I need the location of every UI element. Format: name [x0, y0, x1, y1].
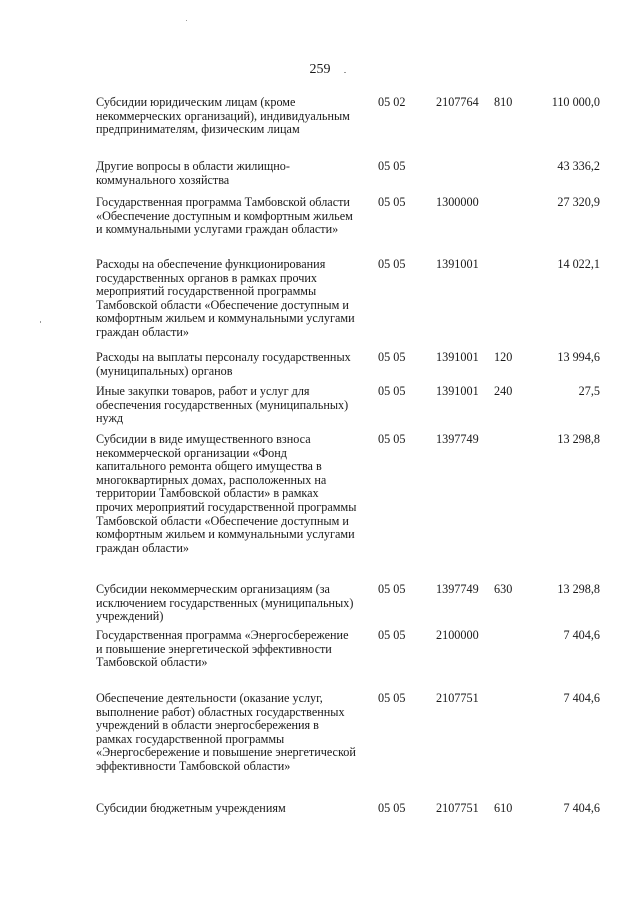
row-target: 1300000 — [436, 195, 479, 209]
row-name: Государственная программа Тамбовской области «Обеспечение доступным и комфортным жильем и коммунальными услугами граждан области» — [96, 195, 353, 237]
row-amount: 27,5 — [578, 384, 600, 398]
row-section: 05 05 — [378, 801, 406, 815]
table-row — [0, 385, 640, 433]
row-amount: 27 320,9 — [557, 195, 600, 209]
table-row — [0, 96, 640, 160]
row-amount: 43 336,2 — [557, 159, 600, 173]
row-name: Расходы на обеспечение функционирования государственных органов в рамках прочих мероприятий государственной программы Тамбовской области «Обеспечение доступным и комфортным жильем и коммунальными услугами граждан области» — [96, 257, 355, 339]
row-expense-type: 810 — [494, 95, 513, 109]
row-amount: 7 404,6 — [563, 628, 600, 642]
row-amount: 13 298,8 — [557, 432, 600, 446]
row-target: 2100000 — [436, 628, 479, 642]
row-amount: 13 298,8 — [557, 582, 600, 596]
row-section: 05 05 — [378, 384, 406, 398]
row-name: Иные закупки товаров, работ и услуг для обеспечения государственных (муниципальных) нужд — [96, 384, 349, 426]
row-target: 1397749 — [436, 582, 479, 596]
budget-table — [0, 96, 640, 822]
row-name: Другие вопросы в области жилищно-коммунального хозяйства — [96, 159, 290, 187]
table-row — [0, 258, 640, 351]
row-amount: 14 022,1 — [557, 257, 600, 271]
row-expense-type: 120 — [494, 350, 513, 364]
table-row — [0, 196, 640, 258]
row-name: Субсидии в виде имущественного взноса некоммерческой организации «Фонд капитального ремонта общего имущества в многоквартирных домах, расположенных на территории Тамбовской области» в рамках прочих мероприятий государственной программы Тамбовской области «Обеспечение доступным и комфортным жильем и коммунальными услугами граждан области» — [96, 432, 357, 555]
table-row — [0, 160, 640, 196]
row-expense-type: 240 — [494, 384, 513, 398]
table-row — [0, 802, 640, 822]
row-target: 2107751 — [436, 691, 479, 705]
row-target: 1391001 — [436, 384, 479, 398]
row-name: Расходы на выплаты персоналу государственных (муниципальных) органов — [96, 350, 351, 378]
row-name: Субсидии бюджетным учреждениям — [96, 801, 286, 815]
table-row — [0, 583, 640, 629]
row-section: 05 05 — [378, 691, 406, 705]
row-amount: 13 994,6 — [557, 350, 600, 364]
table-row — [0, 351, 640, 385]
row-expense-type: 610 — [494, 801, 513, 815]
row-amount: 110 000,0 — [551, 95, 600, 109]
row-section: 05 05 — [378, 432, 406, 446]
row-section: 05 05 — [378, 628, 406, 642]
table-row — [0, 433, 640, 583]
row-amount: 7 404,6 — [563, 691, 600, 705]
row-target: 2107751 — [436, 801, 479, 815]
row-section: 05 05 — [378, 257, 406, 271]
row-section: 05 05 — [378, 195, 406, 209]
row-name: Субсидии юридическим лицам (кроме некоммерческих организаций), индивидуальным предпринимателям, физическим лицам — [96, 95, 350, 137]
row-target: 2107764 — [436, 95, 479, 109]
row-target: 1391001 — [436, 350, 479, 364]
row-section: 05 05 — [378, 350, 406, 364]
table-row — [0, 692, 640, 802]
row-section: 05 02 — [378, 95, 406, 109]
row-section: 05 05 — [378, 159, 406, 173]
row-name: Обеспечение деятельности (оказание услуг, выполнение работ) областных государственных учреждений в области энергосбережения в рамках государственной программы «Энергосбережение и повышение энергетической эффективности Тамбовской области» — [96, 691, 356, 773]
row-target: 1391001 — [436, 257, 479, 271]
row-name: Субсидии некоммерческим организациям (за исключением государственных (муниципальных) учреждений) — [96, 582, 354, 624]
row-target: 1397749 — [436, 432, 479, 446]
page-number: 259 — [309, 62, 331, 77]
table-row — [0, 629, 640, 692]
row-amount: 7 404,6 — [563, 801, 600, 815]
row-name: Государственная программа «Энергосбережение и повышение энергетической эффективности Тамбовской области» — [96, 628, 349, 670]
row-expense-type: 630 — [494, 582, 513, 596]
scan-speck — [186, 20, 187, 21]
row-section: 05 05 — [378, 582, 406, 596]
